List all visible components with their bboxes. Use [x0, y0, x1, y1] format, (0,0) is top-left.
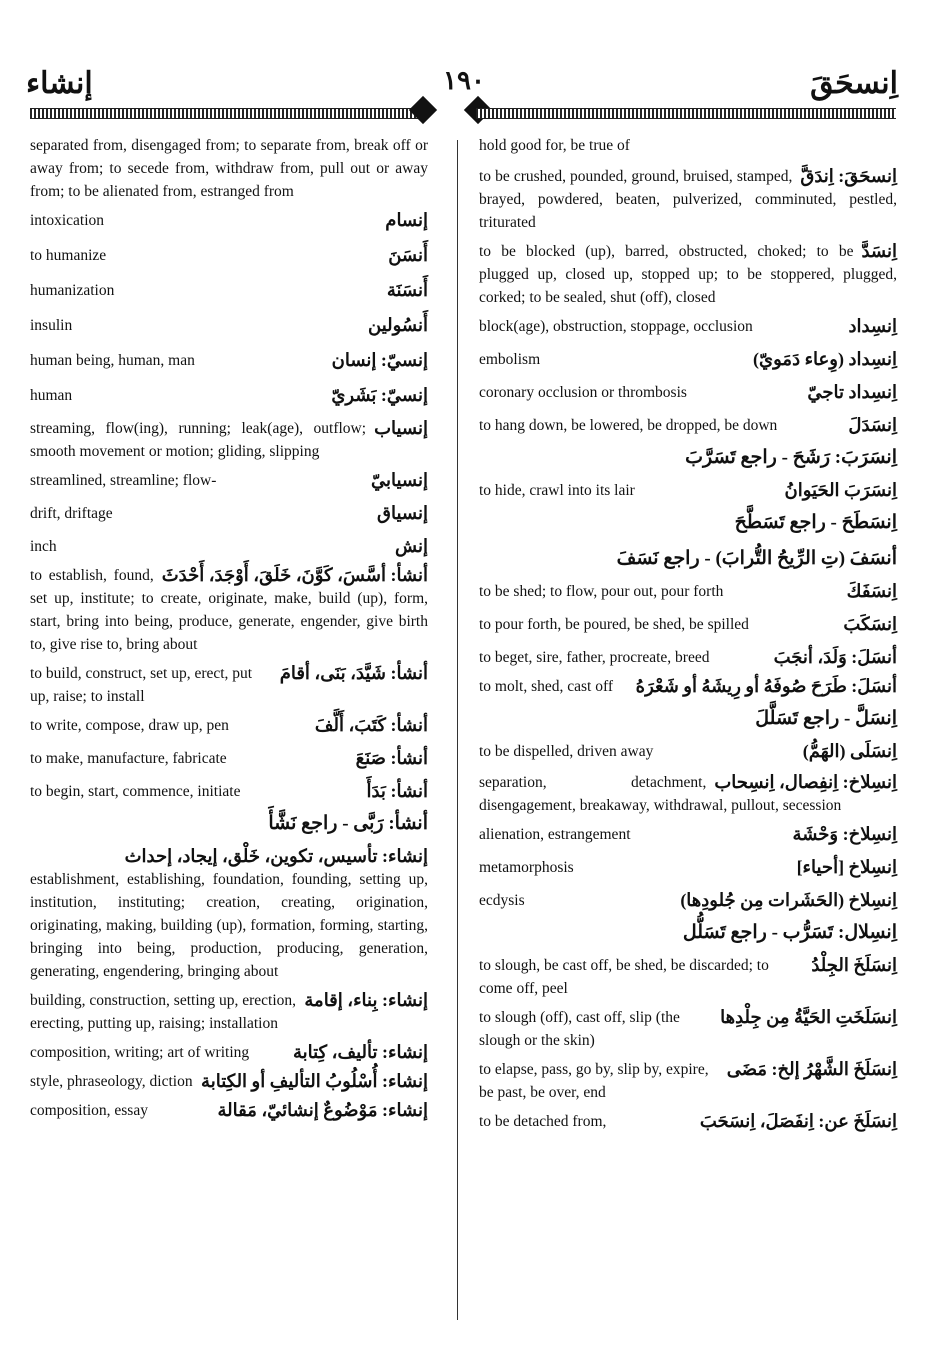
arabic-headword: أَنسُولين — [368, 315, 428, 335]
arabic-headword: اِنسَفَكَ — [846, 581, 897, 601]
dictionary-entry — [479, 240, 897, 309]
english-definition: building, construction, setting up, erection, erecting, putting up, raising; installation — [30, 992, 297, 1032]
dictionary-entry — [479, 856, 897, 879]
continued-entry: hold good for, be true of — [479, 137, 630, 154]
english-definition: to molt, shed, cast off — [479, 678, 614, 695]
dictionary-entry — [30, 384, 428, 407]
arabic-headword: أنشأ: رَبَّى - راجع نَشَّأَ — [268, 813, 428, 834]
dictionary-entry — [30, 1099, 428, 1122]
english-definition: to make, manufacture, fabricate — [30, 750, 227, 767]
english-definition: to write, compose, draw up, pen — [30, 717, 229, 734]
arabic-headword: إنسياق — [377, 503, 428, 523]
arabic-headword: اِنسَدَّ — [861, 241, 897, 261]
page-number: ١٩٠ — [443, 66, 485, 95]
arabic-headword: أنسَلَ: طَرَحَ صُوفَهُ أو رِيشَهُ أو شَعْرَهُ — [635, 676, 897, 696]
dictionary-entry — [479, 613, 897, 636]
arabic-headword: أنسَلَ: وَلَدَ، أنجَبَ — [773, 647, 897, 667]
arabic-headword: اِنسَرَبَ: رَشَحَ - راجع تَسَرَّبَ — [685, 447, 897, 468]
arabic-headword: اِنسَلَخَ الشَّهْرُ إلخ: مَضَى — [726, 1059, 897, 1079]
english-definition: to humanize — [30, 247, 107, 264]
english-definition: style, phraseology, diction — [30, 1073, 193, 1090]
english-definition: coronary occlusion or thrombosis — [479, 384, 687, 401]
english-definition: embolism — [479, 351, 541, 368]
arabic-headword: إنشاء: مَوْضُوعٌ إنشائيّ، مَقالة — [217, 1100, 428, 1120]
arabic-headword: اِنسِلاخ: اِنفِصال، اِنسِحاب — [714, 772, 897, 792]
english-definition: humanization — [30, 282, 115, 299]
arabic-headword: اِنسِلاخ: وَحْشَة — [792, 824, 897, 844]
english-definition: to begin, start, commence, initiate — [30, 783, 241, 800]
english-definition: metamorphosis — [479, 859, 574, 876]
dictionary-entry — [30, 349, 428, 372]
arabic-headword: إنسيّ: بَشَريّ — [331, 385, 428, 405]
arabic-headword: إنسياب — [374, 418, 428, 438]
cross-reference-entry — [30, 809, 428, 839]
left-running-headword: إنشاء — [26, 67, 93, 100]
english-definition: human being, human, man — [30, 352, 195, 369]
dictionary-entry — [30, 747, 428, 770]
english-definition: intoxication — [30, 212, 105, 229]
english-definition: establishment, establishing, foundation, founding, setting up, institution, instituting; creation, creating, origination, originating, making, building (up), formation, forming, starting, bringing into being, production, producing, generation, generating, engendering, bringing about — [30, 871, 428, 980]
dictionary-entry — [479, 1006, 897, 1052]
english-definition: to pour forth, be poured, be shed, be spilled — [479, 616, 749, 633]
diamond-ornament-icon — [409, 96, 437, 124]
arabic-headword: أَنسَنَ — [388, 245, 428, 265]
arabic-headword: اِنسَلَّ - راجع تَسَلَّلَ — [755, 708, 897, 729]
dictionary-entry — [30, 209, 428, 232]
english-definition: to hang down, be lowered, be dropped, be down — [479, 417, 778, 434]
cross-reference-entry — [479, 544, 897, 574]
english-definition: separation, detachment, disengagement, breakaway, withdrawal, pullout, secession — [479, 774, 842, 814]
arabic-headword: اِنسِداد (وِعاء دَمَويّ) — [753, 349, 897, 369]
english-definition: alienation, estrangement — [479, 826, 631, 843]
header-rule-left — [30, 108, 422, 119]
english-definition: composition, essay — [30, 1102, 148, 1119]
dictionary-entry — [30, 314, 428, 337]
arabic-headword: اِنسَلَخَ عن: اِنفَصَلَ، اِنسَحَبَ — [699, 1111, 897, 1131]
arabic-headword: اِنسِداد تاجيّ — [807, 382, 897, 402]
dictionary-entry — [30, 244, 428, 267]
english-definition: composition, writing; art of writing — [30, 1044, 250, 1061]
dictionary-entry — [479, 414, 897, 437]
dictionary-entry — [479, 740, 897, 763]
english-definition: to build, construct, set up, erect, put up, raise; to install — [30, 665, 253, 705]
english-definition: to beget, sire, father, procreate, breed — [479, 649, 710, 666]
english-definition: to slough (off), cast off, slip (the slough or the skin) — [479, 1009, 680, 1049]
header-rule-right — [476, 108, 896, 119]
arabic-headword: أنشأ: أسَّسَ، كَوَّنَ، خَلَقَ، أَوْجَدَ، أَحْدَثَ — [161, 565, 428, 585]
arabic-headword: إنشاء: بِناء، إقامة — [304, 990, 428, 1010]
english-definition: to establish, found, set up, institute; to create, originate, make, build (up), form, start, bring into being, produce, generate, engender, give birth to, give rise to, bring about — [30, 567, 428, 653]
dictionary-entry — [479, 889, 897, 912]
arabic-headword: اِنسِلال: تَسَرُّب - راجع تَسَلُّل — [682, 922, 897, 943]
dictionary-entry — [479, 646, 897, 669]
dictionary-entry — [30, 417, 428, 463]
dictionary-entry — [479, 954, 897, 1000]
dictionary-entry — [30, 714, 428, 737]
dictionary-entry — [479, 381, 897, 404]
dictionary-entry — [479, 771, 897, 817]
english-definition: streamlined, streamline; flow- — [30, 472, 217, 489]
right-column — [479, 134, 897, 1139]
english-definition: drift, driftage — [30, 505, 113, 522]
arabic-headword: إنسيّ: إنسان — [331, 350, 428, 370]
arabic-headword: إنشاء: تأسيس، تكوين، خَلْق، إيجاد، إحداث — [124, 846, 428, 866]
english-definition: ecdysis — [479, 892, 525, 909]
right-running-headword: اِنسحَقَ — [810, 67, 898, 100]
dictionary-entry — [479, 348, 897, 371]
arabic-headword: أنشأ: صَنَعَ — [355, 748, 428, 768]
dictionary-entry — [479, 580, 897, 603]
arabic-headword: إنشاء: تأليف، كِتابة — [292, 1042, 428, 1062]
dictionary-entry — [30, 564, 428, 656]
dictionary-entry — [30, 279, 428, 302]
dictionary-entry — [30, 469, 428, 492]
arabic-headword: اِنسَرَبَ الحَيَوانُ — [784, 480, 897, 500]
english-definition: to slough, be cast off, be shed, be discarded; to come off, peel — [479, 957, 769, 997]
arabic-headword: إنشاء: أُسْلُوبُ التأليفِ أو الكِتابة — [201, 1071, 428, 1091]
continued-entry: separated from, disengaged from; to separate from, break off or away from; to secede from, withdraw from, pull out or away from; to be alienated from, estranged from — [30, 137, 428, 200]
english-definition: to be crushed, pounded, ground, bruised, stamped, brayed, powdered, beaten, pulverized, comminuted, pestled, triturated — [479, 168, 897, 231]
dictionary-entry — [30, 780, 428, 803]
arabic-headword: اِنسَلَخَتِ الحَيَّةُ مِن جِلْدِها — [720, 1007, 897, 1027]
dictionary-entry — [479, 823, 897, 846]
dictionary-entry — [30, 989, 428, 1035]
arabic-headword: أنشأ: شَيَّدَ، بَنَى، أقامَ — [279, 663, 428, 683]
arabic-headword: اِنسحَقَ: اِندَقَّ — [800, 166, 897, 186]
column-divider — [457, 140, 458, 1320]
cross-reference-entry — [479, 918, 897, 948]
english-definition: to be blocked (up), barred, obstructed, choked; to be plugged up, closed up, stopped up; to be stoppered, plugged, corked; to be sealed, shut (off), closed — [479, 243, 897, 306]
dictionary-entry — [479, 1110, 897, 1133]
english-definition: to elapse, pass, go by, slip by, expire, be past, be over, end — [479, 1061, 709, 1101]
dictionary-entry — [479, 479, 897, 502]
arabic-headword: اِنسَدَلَ — [848, 415, 897, 435]
cross-reference-entry — [479, 704, 897, 734]
english-definition: to be detached from, — [479, 1113, 607, 1130]
english-definition: to hide, crawl into its lair — [479, 482, 635, 499]
arabic-headword: اِنسِلاخ [أحياء] — [796, 857, 897, 877]
page-header — [0, 0, 942, 130]
dictionary-entry — [479, 315, 897, 338]
arabic-headword: اِنسَلَى (الهَمُّ) — [802, 741, 897, 761]
arabic-headword: أَنسَنَة — [386, 280, 428, 300]
english-definition: to be dispelled, driven away — [479, 743, 654, 760]
dictionary-entry — [30, 1070, 428, 1093]
dictionary-entry — [30, 535, 428, 558]
cross-reference-entry — [479, 508, 897, 538]
arabic-headword: إنسام — [385, 210, 428, 230]
arabic-headword: أنسَفَ (تِ الرِّيحُ التُّرابَ) - راجع نَسَفَ — [616, 548, 897, 569]
english-definition: streaming, flow(ing), running; leak(age), outflow; smooth movement or motion; gliding, slipping — [30, 420, 367, 460]
english-definition: to be shed; to flow, pour out, pour forth — [479, 583, 724, 600]
english-definition: insulin — [30, 317, 73, 334]
english-definition: inch — [30, 538, 57, 555]
arabic-headword: إنش — [395, 536, 428, 556]
arabic-headword: اِنسِداد — [848, 316, 897, 336]
left-column — [30, 134, 428, 1128]
dictionary-entry — [479, 1058, 897, 1104]
arabic-headword: اِنسَكَبَ — [843, 614, 897, 634]
dictionary-entry — [30, 1041, 428, 1064]
dictionary-entry — [479, 165, 897, 234]
dictionary-entry — [30, 662, 428, 708]
arabic-headword: أنشأ: كَتَبَ، أَلَّفَ — [314, 715, 428, 735]
arabic-headword: اِنسَلَخَ الجِلْدُ — [811, 955, 897, 975]
arabic-headword: إنسيابيّ — [371, 470, 428, 490]
dictionary-entry — [479, 675, 897, 698]
arabic-headword: اِنسَطَحَ - راجع تَسَطَّحَ — [734, 512, 897, 533]
dictionary-entry — [30, 502, 428, 525]
arabic-headword: اِنسِلاخ (الحَشَرات مِن جُلودِها) — [680, 890, 897, 910]
arabic-headword: أنشأ: بَدَأَ — [366, 781, 428, 801]
dictionary-entry — [30, 845, 428, 983]
english-definition: block(age), obstruction, stoppage, occlusion — [479, 318, 753, 335]
cross-reference-entry — [479, 443, 897, 473]
english-definition: human — [30, 387, 73, 404]
